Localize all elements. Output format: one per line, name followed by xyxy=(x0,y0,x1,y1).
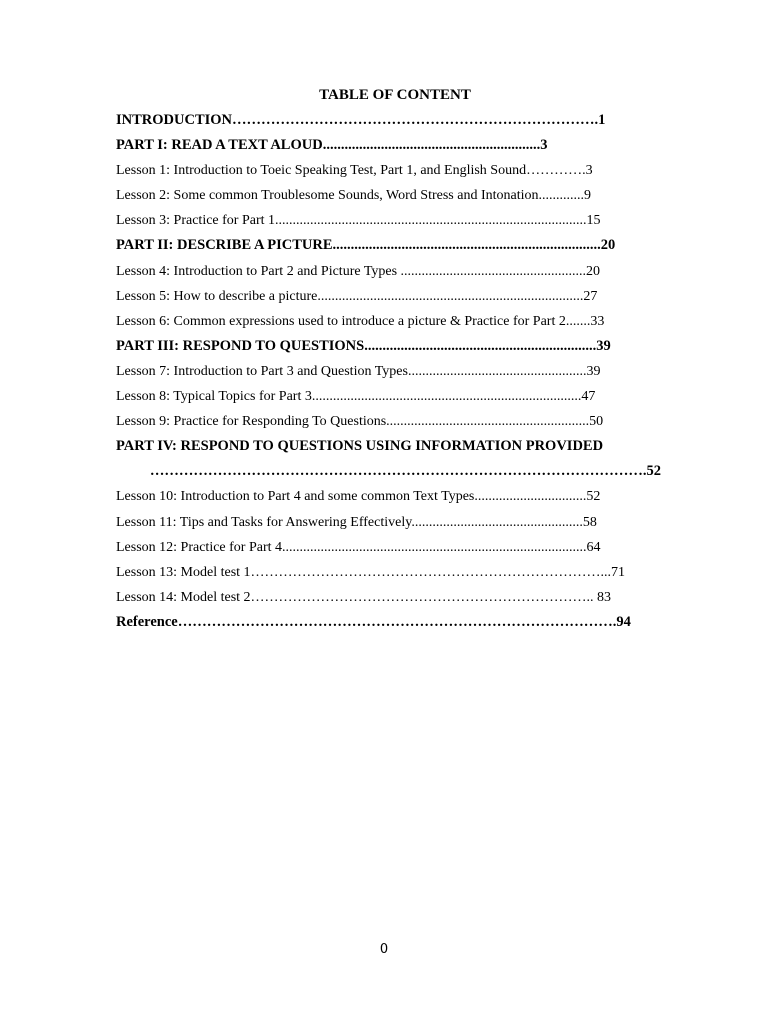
toc-entry-lesson: Lesson 12: Practice for Part 4.......................................................................................64 xyxy=(116,539,601,555)
toc-entry-lesson: Lesson 1: Introduction to Toeic Speaking Test, Part 1, and English Sound………….3 xyxy=(116,163,593,179)
toc-entry-lesson: Lesson 9: Practice for Responding To Questions..........................................................50 xyxy=(116,414,604,430)
toc-entry-lesson: Lesson 6: Common expressions used to introduce a picture & Practice for Part 2.......33 xyxy=(116,313,605,329)
toc-entry-lesson: Lesson 7: Introduction to Part 3 and Question Types...................................................39 xyxy=(116,363,601,379)
toc-title: TABLE OF CONTENT xyxy=(319,87,471,103)
toc-entry-heading: Reference……………………………………………………………………………….94 xyxy=(116,613,631,630)
toc-entry-lesson: Lesson 11: Tips and Tasks for Answering Effectively.................................................58 xyxy=(116,514,597,530)
toc-entry-lesson: Lesson 8: Typical Topics for Part 3.............................................................................47 xyxy=(116,389,596,405)
page-number: 0 xyxy=(379,942,389,957)
toc-entry-lesson: Lesson 4: Introduction to Part 2 and Picture Types .....................................................20 xyxy=(116,263,601,279)
toc-list xyxy=(116,108,676,635)
toc-entry-lesson: Lesson 3: Practice for Part 1.........................................................................................15 xyxy=(116,213,601,229)
toc-entry-lesson: Lesson 5: How to describe a picture............................................................................27 xyxy=(116,288,598,304)
toc-entry-heading: PART IV: RESPOND TO QUESTIONS USING INFORMATION PROVIDED xyxy=(116,438,604,455)
toc-entry-heading: INTRODUCTION………………………………………………………………….1 xyxy=(116,112,606,128)
toc-entry-lesson: Lesson 2: Some common Troublesome Sounds, Word Stress and Intonation.............9 xyxy=(116,188,592,204)
toc-entry-heading: PART III: RESPOND TO QUESTIONS................................................................39 xyxy=(116,337,611,354)
toc-entry-heading: PART II: DESCRIBE A PICTURE..........................................................................20 xyxy=(116,237,616,254)
toc-entry-lesson: Lesson 14: Model test 2……………………………………………………………….. 83 xyxy=(116,589,612,605)
toc-entry-heading: ………………………………………………………………………………………….52 xyxy=(149,463,661,480)
toc-entry-heading: PART I: READ A TEXT ALOUD............................................................3 xyxy=(116,137,548,154)
toc-entry-lesson: Lesson 10: Introduction to Part 4 and some common Text Types................................52 xyxy=(116,489,601,505)
toc-entry-lesson: Lesson 13: Model test 1…………………………………………………………………...71 xyxy=(116,564,626,580)
